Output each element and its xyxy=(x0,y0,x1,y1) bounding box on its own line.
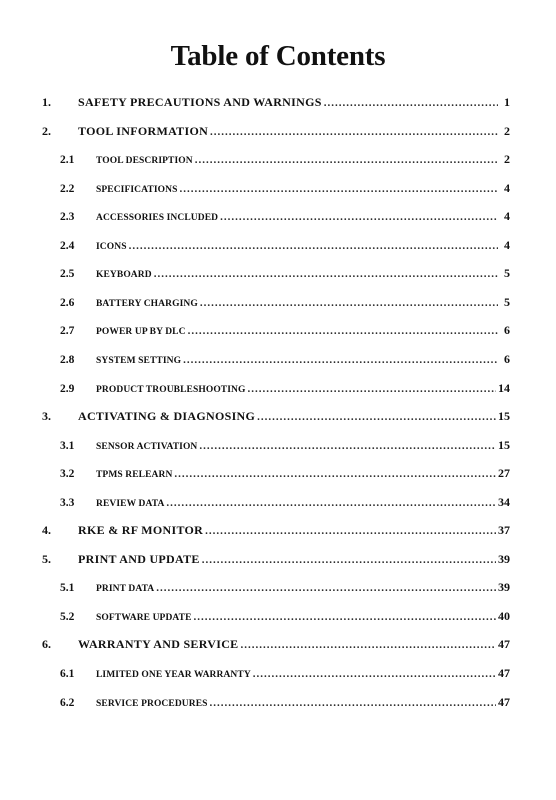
toc-entry-title: WARRANTY AND SERVICE xyxy=(78,637,239,652)
toc-entry-number: 3.3 xyxy=(60,496,75,509)
toc-page-number: 27 xyxy=(498,466,510,481)
toc-page-number: 15 xyxy=(498,437,510,452)
toc-entry[interactable] xyxy=(42,352,510,368)
toc-entry-number: 2. xyxy=(42,123,51,138)
toc-entry-number: 2.5 xyxy=(60,268,75,281)
toc-entry-number: 2.9 xyxy=(60,382,75,395)
toc-entry-number: 3. xyxy=(42,409,51,424)
toc-page-number: 34 xyxy=(498,494,510,509)
toc-page-number: 37 xyxy=(498,523,510,538)
toc-page-number: 2 xyxy=(504,152,510,167)
toc-entry-number: 2.6 xyxy=(60,296,75,309)
toc-dot-leader xyxy=(253,668,496,680)
toc-entry[interactable] xyxy=(42,609,510,625)
toc-entry-number: 5.1 xyxy=(60,582,75,595)
toc-entry-title: RKE & RF MONITOR xyxy=(78,523,204,538)
toc-entry[interactable] xyxy=(42,523,510,539)
toc-dot-leader xyxy=(210,126,498,138)
toc-entry[interactable] xyxy=(42,637,510,653)
toc-dot-leader xyxy=(195,154,498,166)
toc-dot-leader xyxy=(220,211,498,223)
toc-entry-number: 5. xyxy=(42,551,51,566)
toc-entry-title: ACCESSORIES INCLUDED xyxy=(96,213,219,224)
toc-entry-number: 2.7 xyxy=(60,325,75,338)
toc-entry[interactable] xyxy=(42,181,510,197)
toc-entry-title: ACTIVATING & DIAGNOSING xyxy=(78,409,256,424)
toc-entry-title: KEYBOARD xyxy=(96,270,152,281)
toc-entry[interactable] xyxy=(42,295,510,311)
toc-page-number: 14 xyxy=(498,380,510,395)
toc-page-number: 4 xyxy=(504,209,510,224)
toc-dot-leader xyxy=(205,525,496,537)
toc-dot-leader xyxy=(324,97,498,109)
toc-entry-number: 3.2 xyxy=(60,468,75,481)
toc-entry-number: 2.3 xyxy=(60,211,75,224)
toc-entry-number: 2.1 xyxy=(60,154,75,167)
toc-entry[interactable] xyxy=(42,323,510,339)
page-title: Table of Contents xyxy=(170,40,386,72)
toc-dot-leader xyxy=(202,554,496,566)
toc-entry-title: PRINT DATA xyxy=(96,584,155,595)
toc-dot-leader xyxy=(166,497,496,509)
toc-entry[interactable] xyxy=(42,580,510,596)
toc-entry-title: ICONS xyxy=(96,241,127,252)
toc-entry-title: SOFTWARE UPDATE xyxy=(96,612,192,623)
toc-page-number: 1 xyxy=(504,95,510,109)
toc-dot-leader xyxy=(199,440,496,452)
toc-entry-number: 6.1 xyxy=(60,668,75,680)
toc-page-number: 47 xyxy=(498,666,510,680)
toc-entry[interactable] xyxy=(42,552,510,568)
toc-entry[interactable] xyxy=(42,666,510,682)
toc-entry-title: REVIEW DATA xyxy=(96,498,165,509)
toc-entry-number: 4. xyxy=(42,523,51,538)
toc-entry[interactable] xyxy=(42,695,510,711)
toc-entry[interactable] xyxy=(42,266,510,282)
toc-dot-leader xyxy=(179,183,498,195)
toc-page-number: 4 xyxy=(504,237,510,252)
toc-page-number: 47 xyxy=(498,637,510,652)
toc-entry-title: SYSTEM SETTING xyxy=(96,355,182,366)
toc-page-number: 15 xyxy=(498,409,510,424)
toc-entry-number: 1. xyxy=(42,95,51,109)
toc-entry[interactable] xyxy=(42,466,510,482)
toc-entry-title: POWER UP BY DLC xyxy=(96,327,186,338)
toc-entry-title: SPECIFICATIONS xyxy=(96,184,178,195)
toc-page-number: 6 xyxy=(504,323,510,338)
toc-entry-number: 2.4 xyxy=(60,239,75,252)
toc-entry-number: 2.8 xyxy=(60,353,75,366)
toc-page-number: 2 xyxy=(504,123,510,138)
toc-entry-title: TOOL INFORMATION xyxy=(78,123,209,138)
toc-page-number: 40 xyxy=(498,608,510,623)
toc-entry-title: PRINT AND UPDATE xyxy=(78,551,200,566)
toc-dot-leader xyxy=(194,611,496,623)
toc-entry-title: LIMITED ONE YEAR WARRANTY xyxy=(96,670,251,680)
toc-dot-leader xyxy=(129,240,498,252)
toc-dot-leader xyxy=(183,354,498,366)
toc-dot-leader xyxy=(241,639,497,651)
toc-entry-number: 6.2 xyxy=(60,696,75,709)
toc-entry-title: SENSOR ACTIVATION xyxy=(96,441,198,452)
toc-dot-leader xyxy=(188,325,498,337)
toc-entry-number: 6. xyxy=(42,637,51,652)
toc-entry-title: TOOL DESCRIPTION xyxy=(96,156,193,167)
toc-dot-leader xyxy=(248,383,497,395)
toc-entry-title: SERVICE PROCEDURES xyxy=(96,698,208,709)
toc-dot-leader xyxy=(174,468,496,480)
toc-entry-number: 3.1 xyxy=(60,439,75,452)
toc-page-number: 5 xyxy=(504,266,510,281)
toc-page-number: 39 xyxy=(498,580,510,595)
toc-entry[interactable] xyxy=(42,209,510,225)
toc-entry[interactable] xyxy=(42,495,510,511)
toc-dot-leader xyxy=(156,582,496,594)
toc-entry[interactable] xyxy=(42,152,510,168)
toc-page-number: 47 xyxy=(498,694,510,709)
toc-page-number: 4 xyxy=(504,180,510,195)
toc-entry[interactable] xyxy=(42,124,510,140)
toc-entry-number: 2.2 xyxy=(60,182,75,195)
toc-entry-number: 5.2 xyxy=(60,610,75,623)
toc-dot-leader xyxy=(257,411,496,423)
toc-dot-leader xyxy=(210,697,496,709)
toc-entry-title: TPMS RELEARN xyxy=(96,470,173,481)
toc-page-number: 5 xyxy=(504,294,510,309)
toc-page-number: 6 xyxy=(504,351,510,366)
toc-entry[interactable] xyxy=(42,438,510,454)
toc-entry-title: PRODUCT TROUBLESHOOTING xyxy=(96,384,246,395)
toc-entry-title: BATTERY CHARGING xyxy=(96,298,198,309)
toc-entry[interactable] xyxy=(42,409,510,425)
toc-entry[interactable] xyxy=(42,238,510,254)
toc-page-number: 39 xyxy=(498,551,510,566)
toc-entry-title: SAFETY PRECAUTIONS AND WARNINGS xyxy=(78,95,322,109)
toc-dot-leader xyxy=(154,268,498,280)
toc-entry[interactable] xyxy=(42,95,510,111)
toc-entry[interactable] xyxy=(42,381,510,397)
toc-dot-leader xyxy=(200,297,498,309)
